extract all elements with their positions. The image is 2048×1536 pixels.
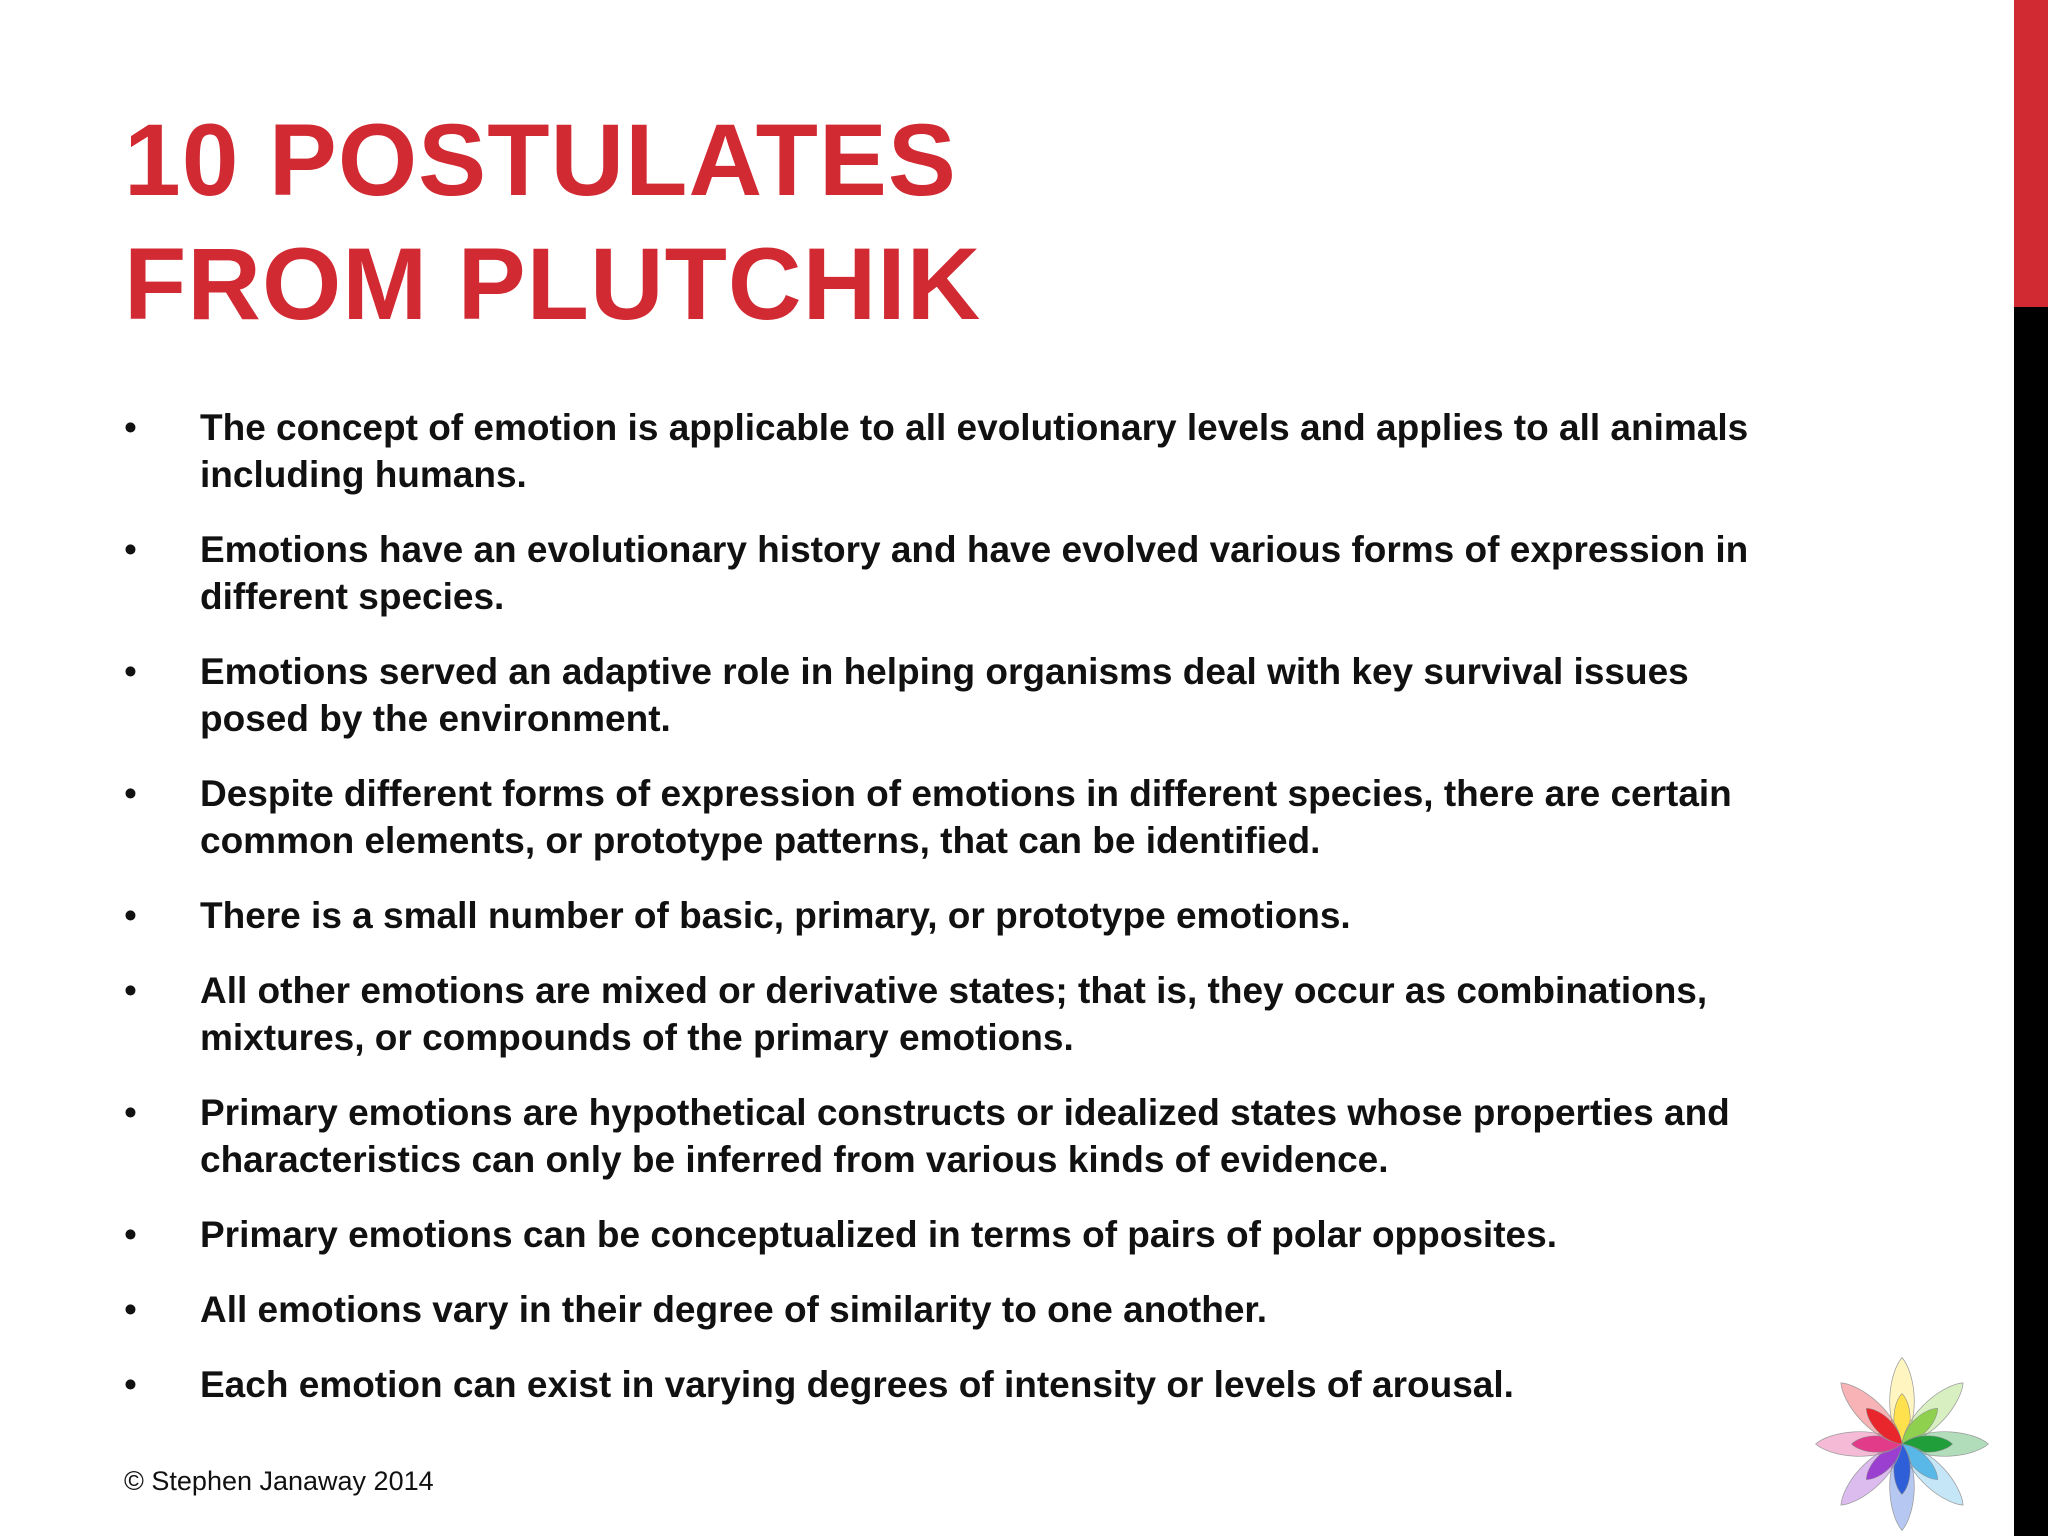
bullet-icon: • xyxy=(124,407,137,448)
list-item xyxy=(124,1361,1784,1408)
list-item-text: All emotions vary in their degree of similarity to one another. xyxy=(200,1289,1268,1330)
list-item xyxy=(124,892,1784,939)
list-item xyxy=(124,1286,1784,1333)
list-item xyxy=(124,967,1784,1061)
slide-title xyxy=(124,98,1524,346)
bullet-icon: • xyxy=(124,895,137,936)
bullet-icon: • xyxy=(124,1364,137,1405)
bullet-icon: • xyxy=(124,1214,137,1255)
bullet-icon: • xyxy=(124,773,137,814)
list-item xyxy=(124,648,1784,742)
title-line-2: FROM PLUTCHIK xyxy=(124,227,982,341)
side-accent-bar-black xyxy=(2014,307,2048,1536)
list-item-text: There is a small number of basic, primary, or prototype emotions. xyxy=(200,895,1351,936)
bullet-icon: • xyxy=(124,1092,137,1133)
bullet-icon: • xyxy=(124,1289,137,1330)
list-item-text: Primary emotions are hypothetical constructs or idealized states whose properties and characteristics can only be inferred from various kinds of evidence. xyxy=(200,1092,1730,1180)
list-item-text: Each emotion can exist in varying degrees of intensity or levels of arousal. xyxy=(200,1364,1514,1405)
list-item xyxy=(124,404,1784,498)
list-item-text: Primary emotions can be conceptualized in terms of pairs of polar opposites. xyxy=(200,1214,1557,1255)
bullet-icon: • xyxy=(124,529,137,570)
side-accent-bar-red xyxy=(2014,0,2048,307)
list-item-text: Emotions have an evolutionary history and have evolved various forms of expression in different species. xyxy=(200,529,1749,617)
copyright-footer: © Stephen Janaway 2014 xyxy=(124,1466,434,1496)
list-item xyxy=(124,1089,1784,1183)
bullet-icon: • xyxy=(124,970,137,1011)
list-item xyxy=(124,526,1784,620)
list-item-text: Despite different forms of expression of emotions in different species, there are certain common elements, or prototype patterns, that can be identified. xyxy=(200,773,1732,861)
plutchik-wheel-icon xyxy=(1812,1354,1992,1534)
list-item-text: Emotions served an adaptive role in helping organisms deal with key survival issues posed by the environment. xyxy=(200,651,1689,739)
list-item xyxy=(124,1211,1784,1258)
list-item xyxy=(124,770,1784,864)
list-item-text: The concept of emotion is applicable to all evolutionary levels and applies to all animals including humans. xyxy=(200,407,1749,495)
title-line-1: 10 POSTULATES xyxy=(124,103,957,217)
bullet-icon: • xyxy=(124,651,137,692)
postulate-list xyxy=(124,404,1784,1436)
list-item-text: All other emotions are mixed or derivative states; that is, they occur as combinations, mixtures, or compounds of the primary emotions. xyxy=(200,970,1708,1058)
